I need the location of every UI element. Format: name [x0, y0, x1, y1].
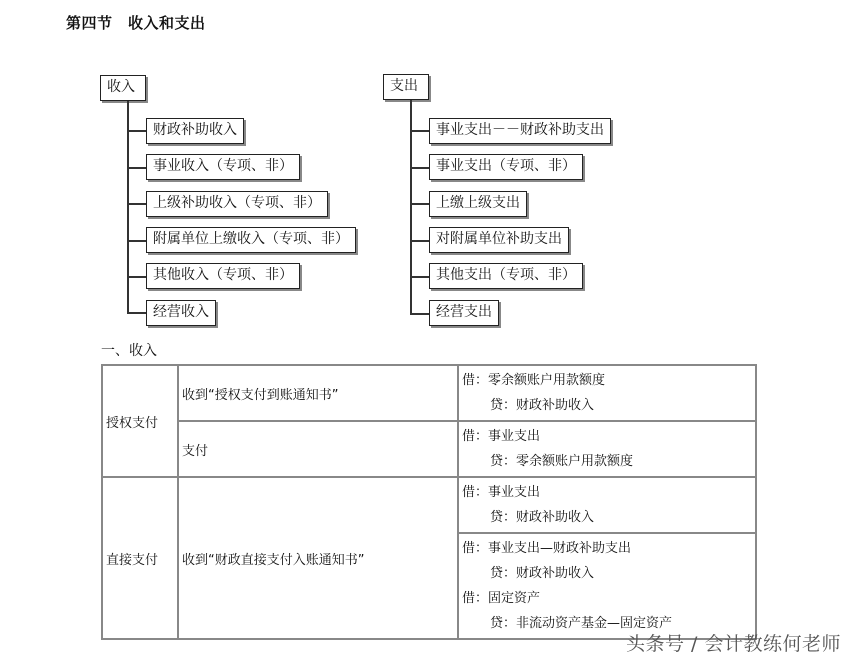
direct-receipt-event: 收到“财政直接支付入账通知书”: [178, 477, 458, 639]
section-heading: 一、收入: [101, 343, 157, 359]
expense-item: 上缴上级支出: [429, 191, 527, 217]
auth-pay-event: 支付: [178, 421, 458, 477]
expense-tree-branch: [410, 203, 429, 205]
auth-payment-label: 授权支付: [102, 365, 178, 477]
journal-entry: [458, 365, 756, 421]
credit-line: 贷：财政补助收入: [490, 566, 595, 581]
credit-line: 贷：财政补助收入: [490, 510, 595, 525]
expense-item: 事业支出（专项、非）: [429, 154, 583, 180]
credit-line: 贷：零余额账户用款额度: [490, 454, 634, 469]
debit-line: 借：事业支出: [462, 429, 541, 444]
table-row: [102, 421, 756, 477]
expense-tree-branch: [410, 130, 429, 132]
income-tree-branch: [127, 276, 146, 278]
expense-tree-branch: [410, 240, 429, 242]
income-item: 财政补助收入: [146, 118, 244, 144]
income-tree-branch: [127, 167, 146, 169]
income-tree-branch: [127, 312, 146, 314]
table-row: [102, 365, 756, 421]
auth-receipt-event: 收到“授权支付到账通知书”: [178, 365, 458, 421]
table-row: [102, 477, 756, 533]
credit-line: 贷：非流动资产基金—固定资产: [490, 616, 673, 631]
expense-tree-branch: [410, 313, 429, 315]
debit-line: 借：零余额账户用款额度: [462, 373, 606, 388]
expense-item: 其他支出（专项、非）: [429, 263, 583, 289]
expense-item: 对附属单位补助支出: [429, 227, 569, 253]
journal-entry: [458, 533, 756, 639]
income-item: 事业收入（专项、非）: [146, 154, 300, 180]
expense-item: 事业支出－－财政补助支出: [429, 118, 611, 144]
debit-line: 借：固定资产: [462, 591, 541, 606]
income-item: 上级补助收入（专项、非）: [146, 191, 328, 217]
journal-entry: [458, 477, 756, 533]
income-item: 其他收入（专项、非）: [146, 263, 300, 289]
income-item: 经营收入: [146, 300, 216, 326]
journal-entry-table: [101, 364, 757, 640]
income-root: 收入: [100, 75, 146, 101]
income-tree-trunk: [127, 101, 129, 313]
expense-tree-branch: [410, 167, 429, 169]
credit-line: 贷：财政补助收入: [490, 398, 595, 413]
debit-line: 借：事业支出: [462, 485, 541, 500]
page-title: 第四节 收入和支出: [66, 14, 206, 32]
expense-tree-trunk: [410, 100, 412, 314]
expense-item: 经营支出: [429, 300, 499, 326]
income-tree-branch: [127, 130, 146, 132]
watermark: 头条号 / 会计教练何老师: [626, 633, 841, 655]
expense-root: 支出: [383, 74, 429, 100]
debit-line: 借：事业支出—财政补助支出: [462, 541, 632, 556]
income-tree-branch: [127, 240, 146, 242]
income-tree-branch: [127, 203, 146, 205]
journal-entry: [458, 421, 756, 477]
expense-tree-branch: [410, 276, 429, 278]
income-item: 附属单位上缴收入（专项、非）: [146, 227, 356, 253]
direct-payment-label: 直接支付: [102, 477, 178, 639]
